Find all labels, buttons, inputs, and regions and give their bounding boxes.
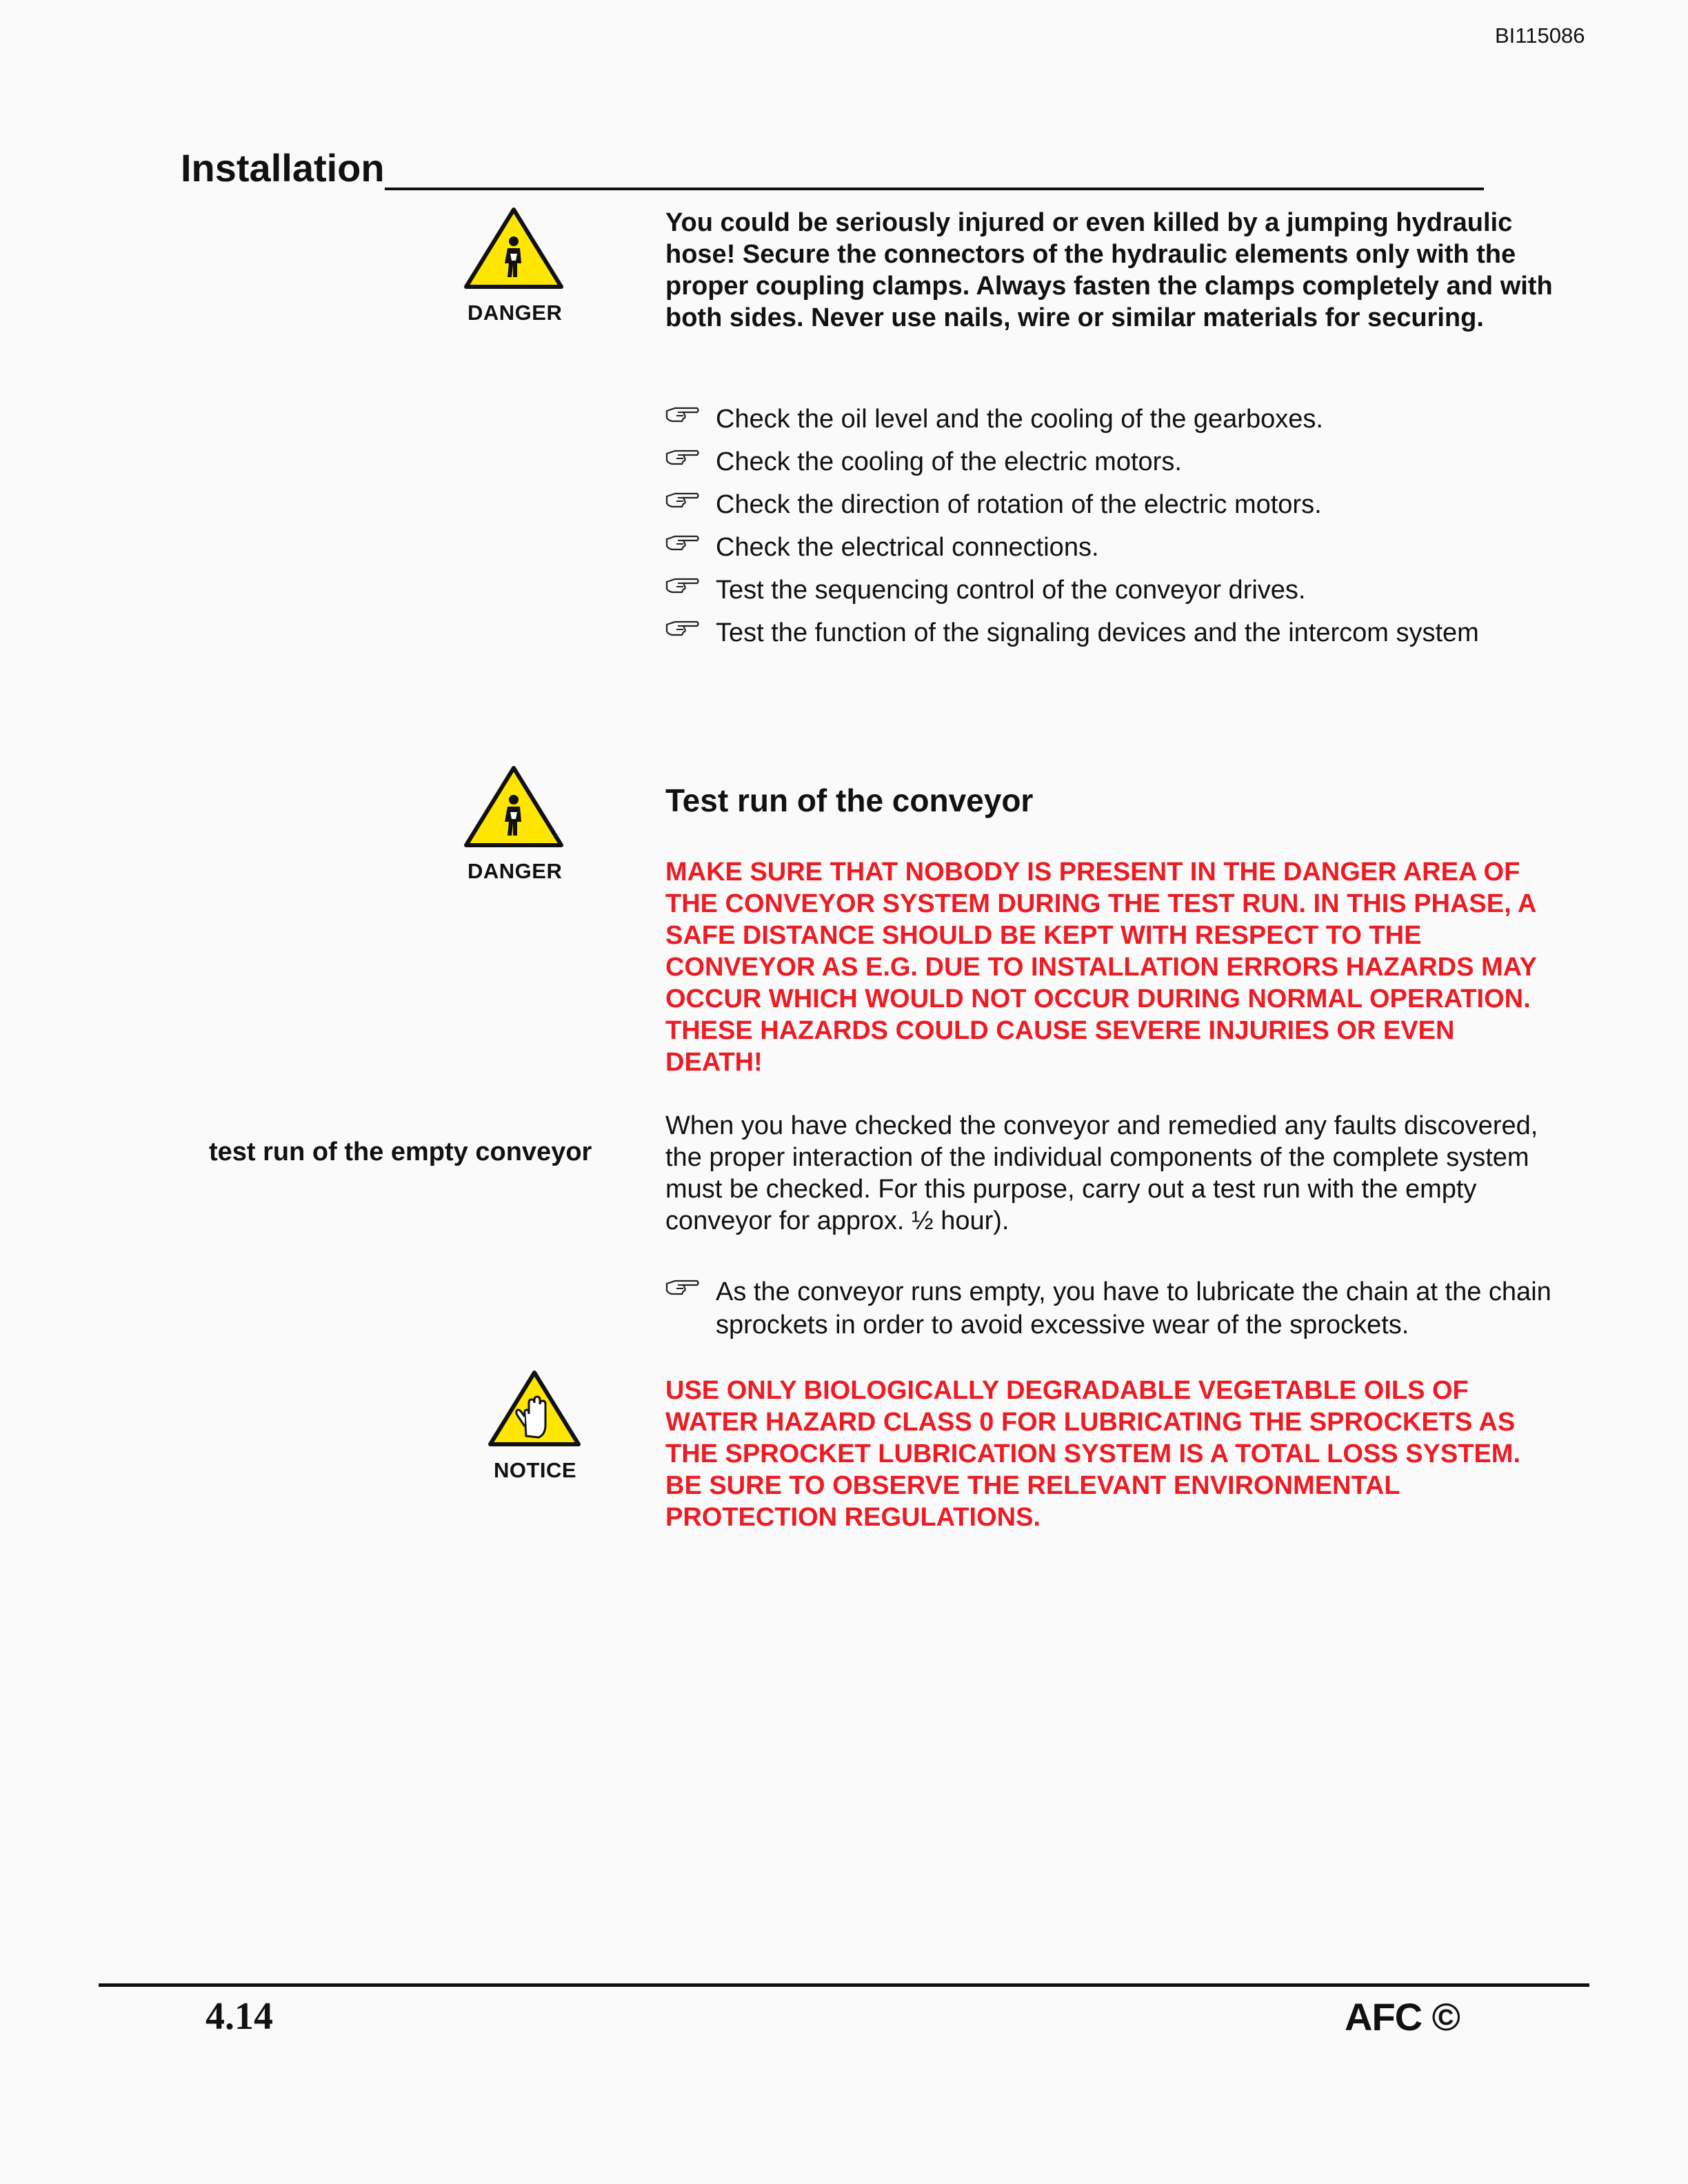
test-run-warning: MAKE SURE THAT NOBODY IS PRESENT IN THE DANGER AREA OF THE CONVEYOR SYSTEM DURING THE TEST RUN. IN THIS PHASE, A SAFE DISTANCE SHOULD BE KEPT WITH RESPECT TO THE CONVEYOR AS E.G. DUE TO INSTALLATION ERRORS HAZARDS MAY OCCUR WHICH WOULD NOT OCCUR DURING NORMAL OPERATION. THESE HAZARDS COULD CAUSE SEVERE INJURIES OR EVEN DEATH! (665, 858, 1537, 1077)
page-title-row (181, 143, 1484, 190)
pointing-hand-icon (665, 447, 700, 467)
test-run-body-wrap (665, 1110, 1555, 1237)
notice-sign (476, 1368, 593, 1483)
section1-content (665, 207, 1555, 334)
checklist-item (665, 403, 1555, 436)
notice-text: USE ONLY BIOLOGICALLY DEGRADABLE VEGETABLE OILS OF WATER HAZARD CLASS 0 FOR LUBRICATING THE SPROCKETS AS THE SPROCKET LUBRICATION SYSTEM IS A TOTAL LOSS SYSTEM. BE SURE TO OBSERVE THE RELEVANT ENVIRONMENTAL PROTECTION REGULATIONS. (665, 1376, 1521, 1532)
pointing-hand-icon (665, 532, 700, 553)
footer-rule (99, 1983, 1589, 1987)
warning-hand-icon (486, 1368, 583, 1448)
pointing-hand-icon (665, 404, 700, 425)
title-underline (385, 188, 1484, 190)
checklist-text: As the conveyor runs empty, you have to lubricate the chain at the chain sprockets in order to avoid excessive wear of the sprockets. (716, 1277, 1551, 1339)
side-label: test run of the empty conveyor (209, 1138, 592, 1166)
checklist-container (665, 403, 1555, 659)
page-number: 4.14 (205, 1995, 273, 2038)
document-id: BI115086 (1495, 23, 1585, 48)
danger-label: DANGER (468, 859, 563, 883)
checklist-item (665, 1275, 1555, 1342)
test-run-warning-wrap (665, 856, 1555, 1078)
lubrication-bullet-wrap (665, 1275, 1555, 1351)
checklist (665, 403, 1555, 649)
warning-person-icon (462, 205, 565, 291)
checklist-item (665, 531, 1555, 564)
hydraulic-warning: You could be seriously injured or even killed by a jumping hydraulic hose! Secure the connectors of the hydraulic elements only with the proper coupling clamps. Always fasten the clamps completely and with both sides. Never use nails, wire or similar materials for securing. (665, 208, 1553, 332)
checklist-text: Check the oil level and the cooling of the gearboxes. (716, 405, 1323, 434)
warning-person-icon (462, 764, 565, 849)
notice-text-wrap (665, 1375, 1555, 1533)
checklist-text: Check the electrical connections. (716, 533, 1099, 562)
notice-label: NOTICE (494, 1458, 577, 1482)
danger-sign-2 (455, 764, 572, 884)
checklist-item (665, 616, 1555, 649)
danger-label: DANGER (468, 301, 563, 325)
checklist-text: Check the direction of rotation of the electric motors. (716, 490, 1322, 519)
checklist-item (665, 445, 1555, 478)
danger-sign-1 (455, 205, 572, 325)
pointing-hand-icon (665, 1277, 700, 1297)
checklist-item (665, 574, 1555, 607)
page-title: Installation (181, 146, 385, 190)
checklist-text: Test the function of the signaling devices and the intercom system (716, 618, 1479, 647)
pointing-hand-icon (665, 489, 700, 510)
checklist-text: Check the cooling of the electric motors. (716, 447, 1182, 476)
section2-heading-wrap (665, 782, 1555, 818)
pointing-hand-icon (665, 618, 700, 638)
checklist-item (665, 488, 1555, 521)
pointing-hand-icon (665, 575, 700, 596)
checklist-text: Test the sequencing control of the conveyor drives. (716, 576, 1306, 605)
lubrication-list (665, 1275, 1555, 1342)
section-heading: Test run of the conveyor (665, 782, 1034, 818)
test-run-body: When you have checked the conveyor and remedied any faults discovered, the proper interaction of the individual components of the complete system must be checked. For this purpose, carry out a test run with the empty conveyor for approx. ½ hour). (665, 1111, 1538, 1235)
brand-mark: AFC © (1345, 1995, 1460, 2039)
